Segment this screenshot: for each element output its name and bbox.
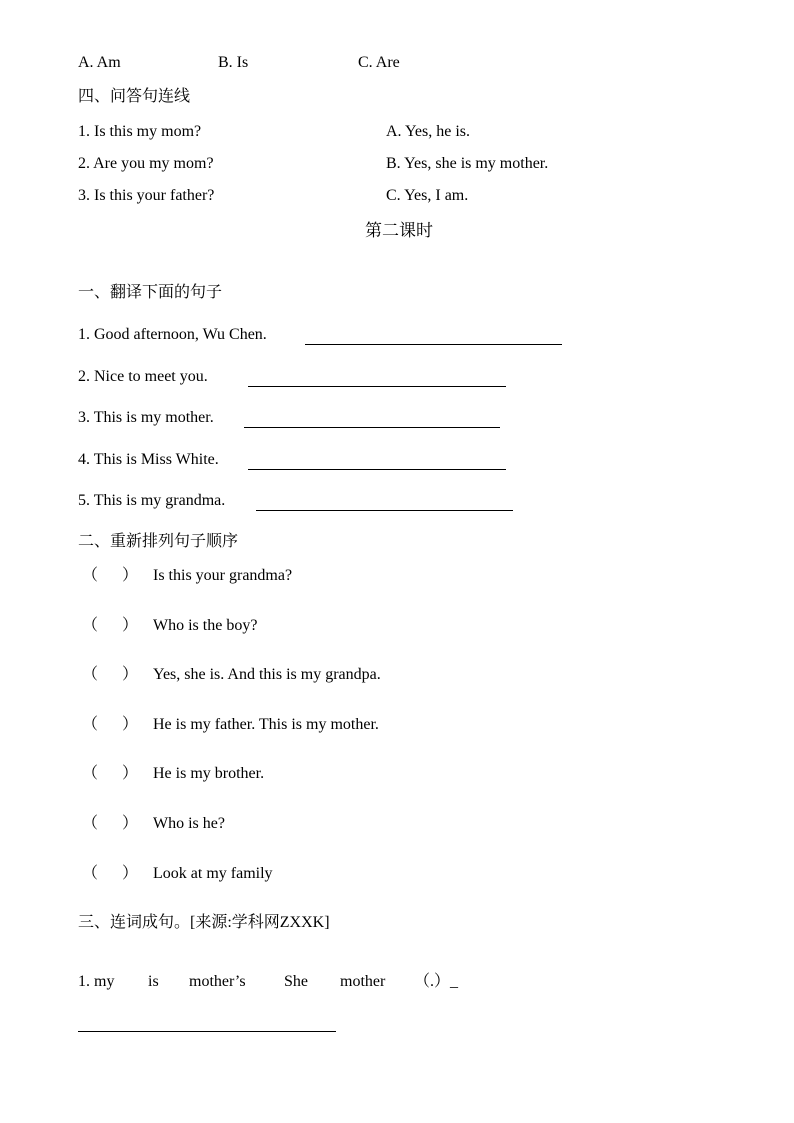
answer-blank[interactable] [248,372,506,387]
translate-item: 3. This is my mother. [78,409,214,426]
order-paren-close: ） [122,815,139,832]
option-b: B. Is [218,54,249,71]
translate-item: 2. Nice to meet you. [78,368,208,385]
order-number-field[interactable] [100,764,120,784]
word-token: is [148,973,159,990]
answer-blank[interactable] [256,496,513,511]
order-paren-open: （ [82,666,99,683]
part2-heading: 二、重新排列句子顺序 [78,533,239,550]
order-item: Yes, she is. And this is my grandpa. [153,666,381,683]
part3-heading: 三、连词成句。[来源:学科网ZXXK] [78,914,330,931]
section4-question: 3. Is this your father? [78,187,215,204]
section4-question: 1. Is this my mom? [78,123,202,140]
translate-item: 4. This is Miss White. [78,451,219,468]
part1-heading: 一、翻译下面的句子 [78,284,223,301]
section4-answer: B. Yes, she is my mother. [386,155,549,172]
translate-item: 1. Good afternoon, Wu Chen. [78,326,267,343]
section4-question: 2. Are you my mom? [78,155,214,172]
order-number-field[interactable] [100,665,120,685]
answer-blank[interactable] [305,330,562,345]
section4-heading: 四、问答句连线 [78,88,191,105]
order-paren-close: ） [122,865,139,882]
word-token: She [284,973,308,990]
order-paren-open: （ [82,765,99,782]
order-paren-close: ） [122,567,139,584]
translate-item: 5. This is my grandma. [78,492,226,509]
order-item: Is this your grandma? [153,567,293,584]
word-token: mother’s [189,973,246,990]
order-item: Who is the boy? [153,617,258,634]
section4-answer: A. Yes, he is. [386,123,471,140]
order-paren-open: （ [82,815,99,832]
order-item: Who is he? [153,815,225,832]
answer-blank[interactable] [78,1017,336,1032]
answer-blank[interactable] [248,455,506,470]
order-number-field[interactable] [100,814,120,834]
lesson-title: 第二课时 [365,221,433,240]
order-number-field[interactable] [100,616,120,636]
order-paren-close: ） [122,716,139,733]
section4-answer: C. Yes, I am. [386,187,469,204]
word-token: （.）_ [414,973,459,990]
order-paren-open: （ [82,617,99,634]
order-number-field[interactable] [100,864,120,884]
order-paren-open: （ [82,865,99,882]
option-a: A. Am [78,54,121,71]
order-number-field[interactable] [100,715,120,735]
order-paren-open: （ [82,567,99,584]
option-c: C. Are [358,54,400,71]
word-token: mother [340,973,386,990]
order-item: He is my brother. [153,765,265,782]
order-item: Look at my family [153,865,273,882]
order-paren-close: ） [122,617,139,634]
order-paren-close: ） [122,765,139,782]
order-number-field[interactable] [100,566,120,586]
order-paren-close: ） [122,666,139,683]
word-token: 1. my [78,973,115,990]
order-item: He is my father. This is my mother. [153,716,379,733]
answer-blank[interactable] [244,413,500,428]
order-paren-open: （ [82,716,99,733]
